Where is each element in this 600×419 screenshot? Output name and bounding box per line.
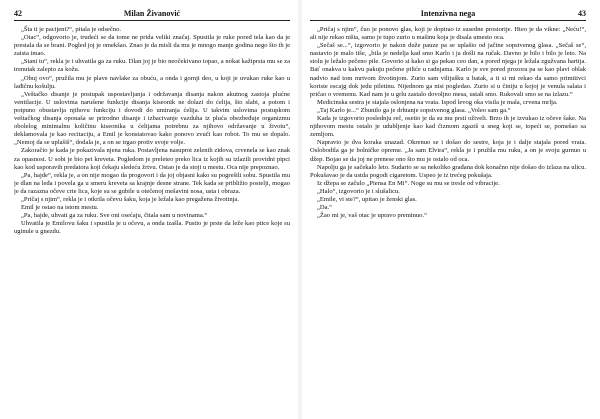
right-page-body xyxy=(310,26,586,220)
paragraph: „Žao mi je, vaš otac je upravo preminuo.“ xyxy=(317,212,427,220)
right-page xyxy=(310,8,586,412)
paragraph: Napravio je dva koraka unazad. Okrenuo se i došao do sestre, koja je i dalje stajala pored vrata. Oslobodila ga je bolničke opreme. „Ja sam Elvira“, rekla je i pružila mu ruku, a on je svoju gurnuo u džep. Bojao se da joj ne prenese ono što mu je ostalo od oca. xyxy=(310,139,586,163)
paragraph: „Pa, hajde, uhvati ga za ruku. Sve oni osećaju, čitala sam u novinama.“ xyxy=(21,212,208,220)
page-number: 42 xyxy=(14,9,22,18)
running-head: Milan Živanović xyxy=(123,9,181,18)
left-page-header xyxy=(14,8,290,21)
paragraph: „Pričaj s njim“, rekla je i otkrila očevu šaku, koja je ležala kao pregažena životinja. xyxy=(21,195,239,203)
left-page xyxy=(14,8,290,412)
book-gutter xyxy=(297,0,303,419)
paragraph: „Otac“, odgovorio je, trudeći se da tome ne prida veliki značaj. Spustila je ruke pored tela kao da je prestala da se brani. Pogled joj je omekšao. Znao je da misli da mu je mnogo manje godina nego što ih je zaista imao. xyxy=(14,34,290,58)
paragraph: „Da.“ xyxy=(317,204,333,212)
paragraph: „Emile, vi ste?“, upitao je ženski glas. xyxy=(317,195,417,203)
right-page-header xyxy=(310,8,586,21)
left-page-body xyxy=(14,26,290,236)
paragraph: Uhvatila je Emilovu šaku i spustila je u očevu, a onda izašla. Pustio je prste da leže kao ptice koje su uginule u gnezdu. xyxy=(14,220,290,236)
paragraph: Zakoračio je kada je pokazivala njena ruka. Postavljena nasuprot zelenih zidova, crvenela se kao znak za opasnost. U sobi je bio pet kreveta. Pogledom je preleteo preko lica iz kojih su izlazili providni pipci kao kod usporavih predatora koji čekaju sledeću žrtvu. Ostao je da stoji u mestu. Oca nije prepoznao. xyxy=(14,147,290,171)
paragraph: Medicinska sestra je stajala oslonjena na vrata. Ispod levog oka visila je mala, crvena mrlja. xyxy=(317,98,558,106)
paragraph: „Šta ti je pacijent?“, pitala je odsečno. xyxy=(21,26,121,33)
paragraph: Kada je izgovorio poslednju reč, osetio je da su mu prsti oživeli. Brzo ih je izvukao iz očeve šake. Na njihovom mestu ostalo je udubljenje kao kad čizmom zgaziš u sneg koji se, topeći se, pomešao sa zemljom. xyxy=(310,115,586,139)
paragraph: Napolju ga je sačekalo leto. Sudario se sa nekoliko građana dok konačno nije došao do izlaza na ulicu. Pokušavao je da ustda pogodi cigaretom. Uspeo je iz trećeg pokušaja. xyxy=(310,163,586,179)
paragraph: „Obuj ovo“, pružila mu je plave navlake za obuću, a onda i gornji deo, u koji je uvukao ruke kao u lađičnu košulju. xyxy=(14,74,290,90)
paragraph: „Taj Karlo je...“ Zbunilo ga je drhtanje sopstvenog glasa. „Voleo sam ga.“ xyxy=(317,106,511,114)
paragraph: „Halo“, izgovorio je i slušalicu. xyxy=(317,187,400,195)
running-head: Intenzivna nega xyxy=(420,9,476,18)
paragraph: „Pa, hajde“, rekla je, a on nije mogao da progovori i da joj objasni kako su pogrešili sobu. Spustila mu je dlan na leđa i povela ga u smeru kreveta sa krajnje desne strane. Tek kada se približio postelji, mogao je da razazna očeve crte lica, koje su se gubile u otečenoj mešavini nosa, usta i obraza. xyxy=(14,171,290,195)
page-number: 43 xyxy=(578,9,586,18)
paragraph: Iz džepa se začulo „Piensa En Mi“. Noge su mu se tresle od vibracije. xyxy=(317,179,500,187)
paragraph: „Stani tu“, rekla je i uhvatila ga za ruku. Dlan joj je bio neočekivano topao, a nokat kažiprsta mu se za trenutak zalepio za kožu. xyxy=(14,58,290,74)
paragraph: „Sečaš se...“, izgovorio je nakon duže pauze pa se uplašio od jačine sopstvenog glasa. „Sečaš se“, nastavio je malo tiše, „bila je nedelja kad smo Karlo i ja došli na ručak. Davno je bilo i bilo je leto. Na stolu je ležalo pečeno pile. Govorio si kako si ga pekao ceo dan, a pored njega je ležala zgužvana hartija. Bať onakva u kakvu pakuju pečene piliće u radnjama. Karlo je sve pored prozora pa se kao plavi oblak nadvio nad tom mrtvom životinjom. Zurio sam vilijušku u batak, a ti si mi rekao da samo primitivci koriste escajg dok jedu piletinu. Nijednom ga nisi pogledao. Zurio si u činiju u kojoj je venula salata i pričao o vremenu. Kad nam je u grlu zastalo dovoljno mesa, ustali smo. Rukovali smo se na izlazu.“ xyxy=(310,42,586,98)
paragraph: Emil je ostao na istom mestu. xyxy=(21,204,99,212)
paragraph: „Veštačko disanje je postupak uspostavljanja i održavanja disanja nakon akutnog zastoja plućne ventilacije. U uslovima narušene funkcije disanja kiseonik ne dolazi do ćelija, što slabi, a potom i potpuno obustavlja njihovu funkciju i dovodi do umiranja ćelija. U takvim uslovima postupkom veštačkog disanja oponaša se prirodno disanje i izbacivanje vazduha iz pluća obezbeđuje organizmu obolelog minimalnu količinu kiseonika u ćelijama potrebnu za njihovo održavanje u životu“, deklamovala je kao recitaciju, a Emil je konstatovao kako ponovo zvuči kao robot. To mu se dopalo. „Nemoj da se uplašiš“, dodala je, a on se trgao protiv svoje volje. xyxy=(14,90,290,147)
paragraph: „Pričaj s njim“, čuo je ponovo glas, koji je dopirao iz susedne prostorije. Hteo je da vikne: „Neću!“, ali nije rekao ništa, samo je tupo zurio u mašinu koja je disala umesto oca. xyxy=(310,26,586,42)
